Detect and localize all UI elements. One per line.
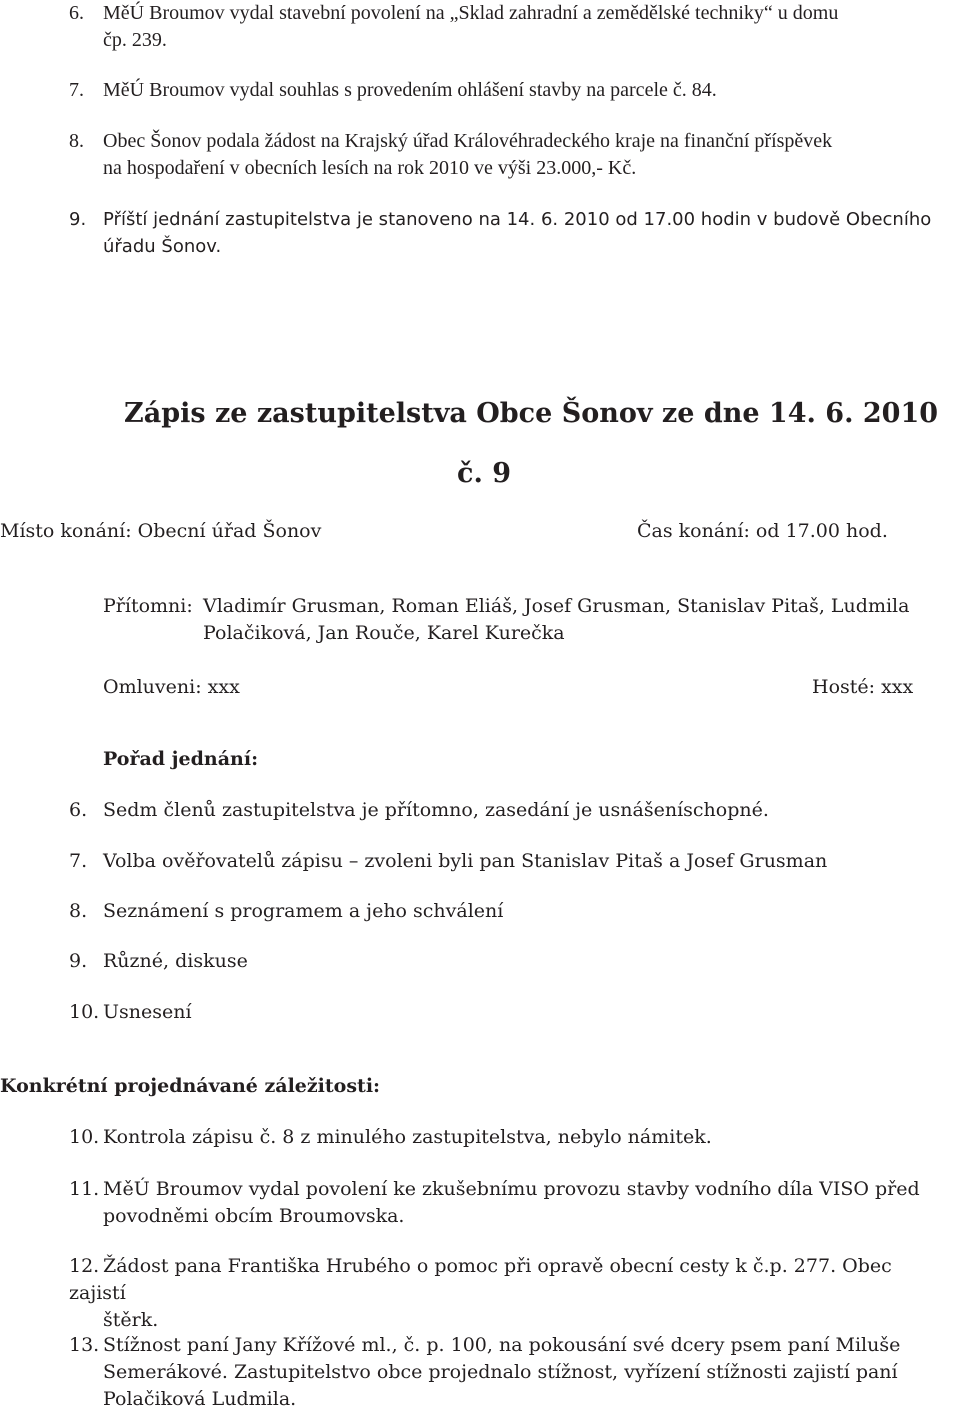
item-number: 9. [69, 209, 87, 230]
present-names: Vladimír Grusman, Roman Eliáš, Josef Grusman, Stanislav Pitaš, Ludmila [203, 595, 910, 617]
agenda-item [69, 898, 954, 925]
item-number: 9. [69, 950, 88, 972]
item-number: 7. [69, 79, 84, 101]
item-number: 8. [69, 130, 84, 152]
item-text: Sedm členů zastupitelstva je přítomno, zasedání je usnášeníschopné. [103, 799, 769, 821]
item-text: MěÚ Broumov vydal povolení ke zkušebnímu provozu stavby vodního díla VISO před [103, 1178, 920, 1200]
minutes-number: č. 9 [457, 458, 512, 489]
meeting-place: Místo konání: Obecní úřad Šonov [0, 520, 322, 542]
item-text-continued: na hospodaření v obecních lesích na rok 2010 ve výši 23.000,- Kč. [103, 157, 637, 179]
excused: Omluveni: xxx [103, 676, 240, 698]
agenda-heading: Pořad jednání: [103, 748, 259, 770]
item-number: 8. [69, 900, 88, 922]
item-text: Seznámení s programem a jeho schválení [103, 900, 504, 922]
agenda-item [69, 797, 954, 824]
item-number: 12. [69, 1255, 100, 1277]
item-number: 10. [69, 1126, 100, 1148]
item-text: Žádost pana Františka Hrubého o pomoc při opravě obecní cesty k č.p. 277. Obec zajistí [69, 1255, 892, 1304]
item-text: MěÚ Broumov vydal souhlas s provedením ohlášení stavby na parcele č. 84. [103, 79, 717, 101]
item-text: Usnesení [103, 1001, 192, 1023]
item-text: Stížnost paní Jany Křížové ml., č. p. 100, na pokousání své dcery psem paní Miluše [103, 1334, 901, 1356]
item-text-continued: úřadu Šonov. [103, 236, 222, 257]
page-title: Zápis ze zastupitelstva Obce Šonov ze dne 14. 6. 2010 [124, 398, 939, 429]
item-text: Obec Šonov podala žádost na Krajský úřad Královéhradeckého kraje na finanční příspěvek [103, 130, 833, 152]
item-text: MěÚ Broumov vydal stavební povolení na „Sklad zahradní a zemědělské techniky“ u domu [103, 2, 839, 24]
agenda-item [69, 948, 954, 975]
matter-item [69, 1253, 954, 1334]
list-item [69, 128, 954, 182]
item-number: 10. [69, 1001, 100, 1023]
item-text-continued: čp. 239. [103, 29, 167, 51]
meeting-time: Čas konání: od 17.00 hod. [637, 520, 888, 542]
list-item [69, 206, 954, 260]
item-text: Různé, diskuse [103, 950, 248, 972]
item-number: 13. [69, 1334, 100, 1356]
agenda-item [69, 999, 954, 1026]
guests: Hosté: xxx [812, 676, 914, 698]
item-text-continued: Polačiková Ludmila. [103, 1388, 297, 1410]
present-label: Přítomni: [103, 595, 193, 617]
item-text-continued: povodněmi obcím Broumovska. [103, 1205, 405, 1227]
item-text-continued: štěrk. [103, 1309, 159, 1331]
matters-heading: Konkrétní projednávané záležitosti: [0, 1075, 381, 1097]
agenda-item [69, 848, 954, 875]
list-item [69, 0, 954, 54]
matter-item [69, 1124, 954, 1151]
item-number: 11. [69, 1178, 100, 1200]
item-text-continued: Semerákové. Zastupitelstvo obce projednalo stížnost, vyřízení stížnosti zajistí paní [103, 1361, 898, 1383]
list-item [69, 77, 954, 104]
item-number: 6. [69, 799, 88, 821]
matter-item [69, 1176, 954, 1230]
matter-item [69, 1332, 954, 1413]
item-text: Příští jednání zastupitelstva je stanoveno na 14. 6. 2010 od 17.00 hodin v budově Obecního [103, 209, 932, 230]
item-number: 7. [69, 850, 88, 872]
item-number: 6. [69, 2, 84, 24]
present-names-continued: Polačiková, Jan Rouče, Karel Kurečka [203, 622, 565, 644]
item-text: Volba ověřovatelů zápisu – zvoleni byli pan Stanislav Pitaš a Josef Grusman [103, 850, 828, 872]
item-text: Kontrola zápisu č. 8 z minulého zastupitelstva, nebylo námitek. [103, 1126, 712, 1148]
